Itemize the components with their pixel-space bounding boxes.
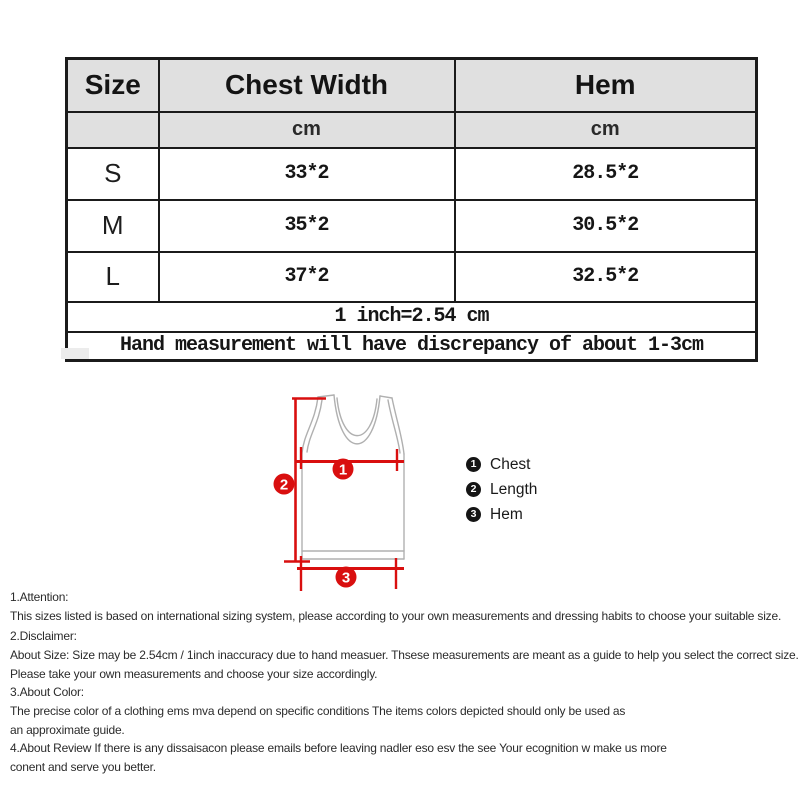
- legend-bullet-3: 3: [466, 507, 481, 522]
- measurement-legend: [466, 452, 537, 527]
- about-review-body-line2: conent and serve you better.: [10, 760, 156, 774]
- hem-value-m: 30.5*2: [455, 200, 757, 252]
- marker-3-number: 3: [341, 569, 351, 587]
- table-row-s: [67, 148, 757, 200]
- right-strap-top: [380, 396, 392, 398]
- disclaimer-body-line2: Please take your own measurements and choose your size accordingly.: [10, 667, 378, 681]
- attention-body: This sizes listed is based on international sizing system, please according to your own measurements and dressing habits to choose your suitable size.: [10, 609, 782, 623]
- note-section-about-review: [10, 739, 800, 777]
- size-table: [65, 57, 758, 362]
- hem-value-l: 32.5*2: [455, 252, 757, 302]
- col-header-size: Size: [67, 59, 159, 112]
- hand-measurement-note: Hand measurement will have discrepancy of about 1-3cm: [67, 332, 757, 361]
- about-review-body-line1: 4.About Review If there is any dissaisacon please emails before leaving nadler eso esv the see Your ecognition w make us more: [10, 741, 667, 755]
- col-header-hem: Hem: [455, 59, 757, 112]
- tank-top-outline: [302, 395, 404, 559]
- hem-value-s: 28.5*2: [455, 148, 757, 200]
- chest-value-m: 35*2: [159, 200, 455, 252]
- about-color-body-line1: The precise color of a clothing ems mva depend on specific conditions The items colors depicted should only be used as: [10, 704, 626, 718]
- disclaimer-title: 2.Disclaimer:: [10, 629, 77, 643]
- size-cell-m: M: [67, 200, 159, 252]
- inch-conversion-note: 1 inch=2.54 cm: [67, 302, 757, 332]
- hand-note-row: [67, 332, 757, 361]
- legend-item-length: [466, 477, 537, 502]
- legend-label-chest: Chest: [490, 455, 531, 473]
- legend-item-hem: [466, 502, 537, 527]
- marker-2-number: 2: [279, 476, 289, 494]
- legend-bullet-2: 2: [466, 482, 481, 497]
- note-section-attention: [10, 588, 800, 626]
- size-cell-l: L: [67, 252, 159, 302]
- left-strap-top: [318, 395, 334, 397]
- unit-cell-hem-cm: cm: [455, 112, 757, 148]
- marker-1-number: 1: [338, 461, 348, 479]
- unit-cell-blank: [67, 112, 159, 148]
- about-color-title: 3.About Color:: [10, 685, 84, 699]
- print-artifact: [61, 348, 89, 359]
- legend-label-length: Length: [490, 480, 538, 498]
- neckline-inner: [337, 398, 377, 436]
- legend-label-hem: Hem: [490, 505, 523, 523]
- size-table-container: [65, 57, 758, 362]
- legend-item-chest: [466, 452, 537, 477]
- note-section-about-color: [10, 683, 800, 740]
- unit-row: [67, 112, 757, 148]
- size-cell-s: S: [67, 148, 159, 200]
- chest-value-s: 33*2: [159, 148, 455, 200]
- about-color-body-line2: an approximate guide.: [10, 723, 125, 737]
- table-header-row: [67, 59, 757, 112]
- table-row-m: [67, 200, 757, 252]
- size-diagram: [256, 386, 421, 601]
- attention-title: 1.Attention:: [10, 590, 69, 604]
- legend-bullet-1: 1: [466, 457, 481, 472]
- inch-note-row: [67, 302, 757, 332]
- table-row-l: [67, 252, 757, 302]
- chest-value-l: 37*2: [159, 252, 455, 302]
- unit-cell-chest-cm: cm: [159, 112, 455, 148]
- disclaimer-body-line1: About Size: Size may be 2.54cm / 1inch inaccuracy due to hand measuer. Thsese measurements are meant as a guide to help you select the correct size.: [10, 648, 799, 662]
- col-header-chest-width: Chest Width: [159, 59, 455, 112]
- note-section-disclaimer: [10, 627, 800, 684]
